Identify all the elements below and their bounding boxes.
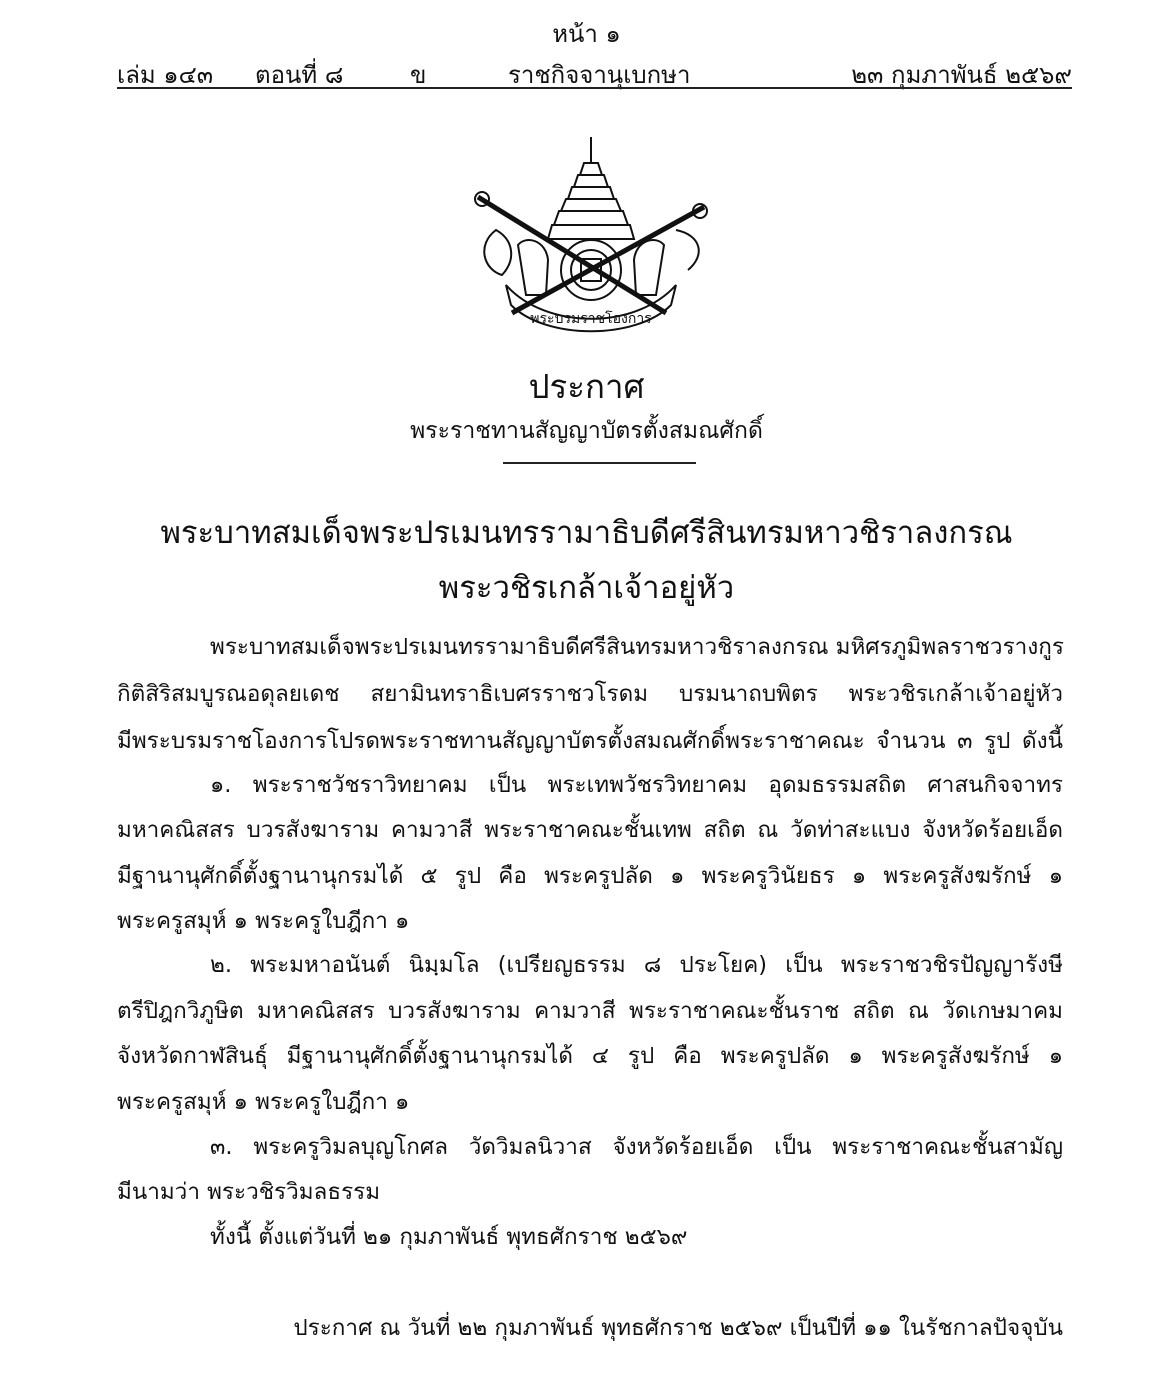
body-line: กิติสิริสมบูรณอดุลยเดช สยามินทราธิเบศรราชวโรดม บรมนาถบพิตร พระวชิรเกล้าเจ้าอยู่หัว [117, 681, 1063, 707]
section-letter: ข [410, 61, 427, 89]
emblem-seal-text: พระบรมราชโองการ [530, 311, 652, 327]
body-line: พระครูสมุห์ ๑ พระครูใบฎีกา ๑ [117, 908, 410, 934]
body-line: ๓. พระครูวิมลบุญโกศล วัดวิมลนิวาส จังหวัดร้อยเอ็ด เป็น พระราชาคณะชั้นสามัญ [210, 1134, 1063, 1160]
issue-number: ตอนที่ ๘ [255, 61, 344, 89]
body-line: มีพระบรมราชโองการโปรดพระราชทานสัญญาบัตรตั้งสมณศักดิ์พระราชาคณะ จำนวน ๓ รูป ดังนี้ [117, 728, 1063, 754]
closing-statement: ประกาศ ณ วันที่ ๒๒ กุมภาพันธ์ พุทธศักราช ๒๕๖๙ เป็นปีที่ ๑๑ ในรัชกาลปัจจุบัน [293, 1315, 1063, 1341]
king-name-line-1: พระบาทสมเด็จพระปรเมนทรรามาธิบดีศรีสินทรมหาวชิราลงกรณ [160, 515, 1013, 551]
body-line: ๑. พระราชวัชราวิทยาคม เป็น พระเทพวัชรวิทยาคม อุดมธรรมสถิต ศาสนกิจจาทร [210, 772, 1063, 798]
announcement-subtitle: พระราชทานสัญญาบัตรตั้งสมณศักดิ์ [410, 418, 763, 444]
page-number: หน้า ๑ [552, 20, 621, 48]
body-line: มหาคณิสสร บวรสังฆาราม คามวาสี พระราชาคณะชั้นเทพ สถิต ณ วัดท่าสะแบง จังหวัดร้อยเอ็ด [117, 817, 1063, 843]
body-line: จังหวัดกาฬสินธุ์ มีฐานานุศักดิ์ตั้งฐานานุกรมได้ ๔ รูป คือ พระครูปลัด ๑ พระครูสังฆรักษ์ ๑ [117, 1043, 1063, 1069]
header-rule [117, 87, 1072, 89]
king-name-line-2: พระวชิรเกล้าเจ้าอยู่หัว [438, 570, 735, 606]
announcement-title: ประกาศ [528, 367, 645, 406]
royal-emblem-icon [466, 135, 716, 335]
title-divider [503, 462, 696, 464]
body-line: ทั้งนี้ ตั้งแต่วันที่ ๒๑ กุมภาพันธ์ พุทธศักราช ๒๕๖๙ [210, 1224, 688, 1250]
publication-date: ๒๓ กุมภาพันธ์ ๒๕๖๙ [851, 61, 1072, 89]
body-line: ตรีปิฎกวิภูษิต มหาคณิสสร บวรสังฆาราม คามวาสี พระราชาคณะชั้นราช สถิต ณ วัดเกษมาคม [117, 998, 1063, 1024]
body-line: มีนามว่า พระวชิรวิมลธรรม [117, 1179, 381, 1205]
body-line: ๒. พระมหาอนันต์ นิมฺมโล (เปรียญธรรม ๘ ประโยค) เป็น พระราชวชิรปัญญารังษี [210, 952, 1063, 978]
body-line: มีฐานานุศักดิ์ตั้งฐานานุกรมได้ ๕ รูป คือ พระครูปลัด ๑ พระครูวินัยธร ๑ พระครูสังฆรักษ์ ๑ [117, 863, 1063, 889]
volume-number: เล่ม ๑๔๓ [117, 61, 214, 89]
gazette-name: ราชกิจจานุเบกษา [508, 61, 691, 89]
body-line: พระบาทสมเด็จพระปรเมนทรรามาธิบดีศรีสินทรมหาวชิราลงกรณ มหิศรภูมิพลราชวรางกูร [210, 634, 1064, 660]
body-line: พระครูสมุห์ ๑ พระครูใบฎีกา ๑ [117, 1089, 410, 1115]
